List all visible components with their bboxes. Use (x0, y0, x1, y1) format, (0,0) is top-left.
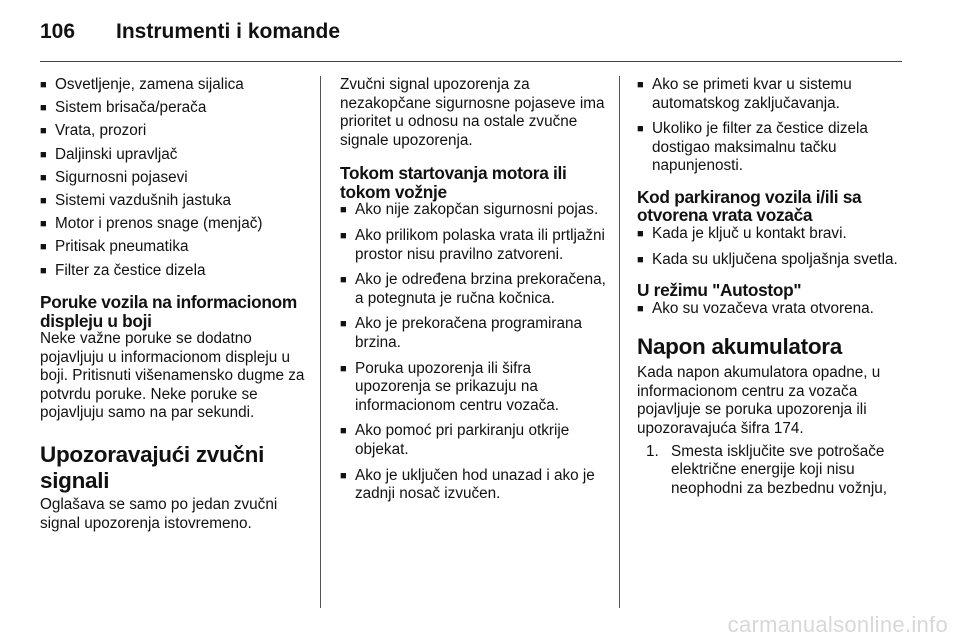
watermark: carmanualsonline.info (727, 612, 948, 637)
step-item: 1. Smesta isključite sve potrošače električne energije koji nisu neophodni za bezbednu vožnju, (646, 443, 903, 499)
condition-list (637, 225, 903, 269)
section-heading: Napon akumulatora (637, 334, 842, 360)
condition-list (340, 201, 608, 503)
column-divider (320, 76, 321, 608)
section-heading: U režimu "Autostop" (637, 280, 802, 301)
list-item: ■ Ako je uključen hod unazad i ako je zadnji nosač izvučen. (340, 467, 608, 504)
paragraph: Oglašava se samo po jedan zvučni signal upozorenja istovremeno. (40, 496, 278, 532)
step-list (637, 443, 903, 499)
section-heading: Kod parkiranog vozila i/ili sa otvorena vrata vozača (637, 186, 862, 226)
column-1 (40, 76, 312, 533)
list-item: ■ Daljinski upravljač (40, 146, 312, 165)
paragraph: Neke važne poruke se dodatno pojavljuju u informacionom displeju u boji. Pritisnuti višenamensko dugme za potvrdu poruke. Neke poruke se pojavljuju samo na par sekundi. (40, 330, 305, 422)
section-heading: Upozoravajući zvučni signali (40, 442, 265, 494)
list-item: ■ Ako prilikom polaska vrata ili prtljažni prostor nisu pravilno zatvoreni. (340, 227, 608, 264)
column-divider (619, 76, 620, 608)
list-item: ■ Ako je prekoračena programirana brzina. (340, 315, 608, 352)
column-3 (637, 76, 903, 498)
list-item: ■ Vrata, prozori (40, 122, 312, 141)
list-item: ■ Ako je određena brzina prekoračena, a potegnuta je ručna kočnica. (340, 271, 608, 308)
topic-list (40, 76, 312, 280)
paragraph: Kada napon akumulatora opadne, u informacionom centru za vozača pojavljuje se poruka upozorenja ili upozoravajuća šifra 174. (637, 364, 881, 438)
list-item: ■ Ukoliko je filter za čestice dizela dostigao maksimalnu tačku napunjenosti. (637, 120, 903, 176)
list-item: ■ Motor i prenos snage (menjač) (40, 215, 312, 234)
list-item: ■ Kada su uključena spoljašnja svetla. (637, 251, 903, 270)
list-item: ■ Pritisak pneumatika (40, 238, 312, 257)
list-item: ■ Ako se primeti kvar u sistemu automatskog zaključavanja. (637, 76, 903, 113)
section-heading: Poruke vozila na informacionom displeju u boji (40, 292, 297, 331)
column-2 (340, 76, 608, 511)
list-item: ■ Ako nije zakopčan sigurnosni pojas. (340, 201, 608, 220)
page-title: Instrumenti i komande (116, 20, 341, 43)
list-item: ■ Sistemi vazdušnih jastuka (40, 192, 312, 211)
section-heading: Tokom startovanja motora ili tokom vožnje (340, 163, 567, 202)
list-item: ■ Kada je ključ u kontakt bravi. (637, 225, 903, 244)
list-item: ■ Sigurnosni pojasevi (40, 169, 312, 188)
condition-list (637, 76, 903, 176)
paragraph: Zvučni signal upozorenja za nezakopčane sigurnosne pojaseve ima prioritet u odnosu na ostale zvučne signale upozorenja. (340, 76, 605, 149)
header-rule (40, 61, 902, 62)
list-item: ■ Ako pomoć pri parkiranju otkrije objekat. (340, 422, 608, 459)
list-item: ■ Poruka upozorenja ili šifra upozorenja se prikazuju na informacionom centru vozača. (340, 360, 608, 416)
condition-list (637, 300, 903, 319)
list-item: ■ Sistem brisača/perača (40, 99, 312, 118)
list-item: ■ Filter za čestice dizela (40, 262, 312, 281)
page-number: 106 (40, 20, 76, 43)
page-header (40, 20, 340, 44)
list-item: ■ Osvetljenje, zamena sijalica (40, 76, 312, 95)
list-item: ■ Ako su vozačeva vrata otvorena. (637, 300, 903, 319)
